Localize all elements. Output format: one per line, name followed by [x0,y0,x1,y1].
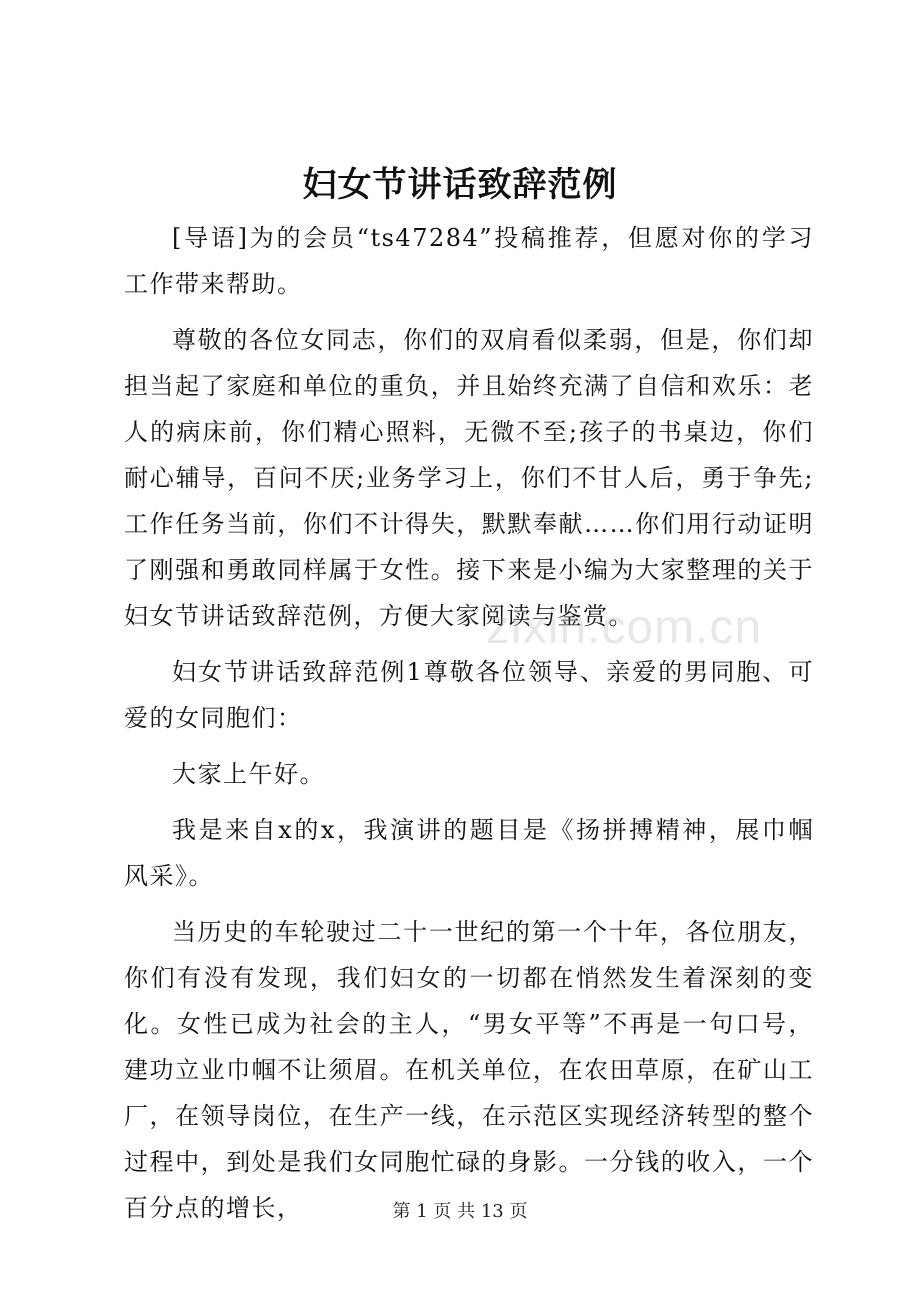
document-title: 妇女节讲话致辞范例 [302,165,618,205]
paragraph-greeting: 大家上午好。 [172,760,325,788]
paragraph-opening: 尊敬的各位女同志，你们的双肩看似柔弱，但是，你们却担当起了家庭和单位的重负，并且始终充满了自信和欢乐：老人的病床前，你们精心照料，无微不至;孩子的书桌边，你们耐心辅导，百问不厌;业务学习上，你们不甘人后，勇于争先;工作任务当前，你们不计得失，默默奉献……你们用行动证明了刚强和勇敢同样属于女性。接下来是小编为大家整理的关于妇女节讲话致辞范例，方便大家阅读与鉴赏。 [124,326,814,630]
page-footer: 第 1 页 共 13 页 [392,1201,528,1222]
paragraph-speech-topic: 我是来自x的x，我演讲的题目是《扬拼搏精神，展巾帼风采》。 [124,816,814,890]
paragraph-example-heading: 妇女节讲话致辞范例1尊敬各位领导、亲爱的男同胞、可爱的女同胞们： [124,658,814,732]
paragraph-intro: [导语]为的会员“ts47284”投稿推荐，但愿对你的学习工作带来帮助。 [124,224,814,298]
paragraph-main: 当历史的车轮驶过二十一世纪的第一个十年，各位朋友，你们有没有发现，我们妇女的一切都在悄然发生着深刻的变化。女性已成为社会的主人，“男女平等”不再是一句口号，建功立业巾帼不让须眉。在机关单位，在农田草原，在矿山工厂，在领导岗位，在生产一线，在示范区实现经济转型的整个过程中，到处是我们女同胞忙碌的身影。一分钱的收入，一个百分点的增长， [124,918,814,1222]
watermark: zixin.com.cn [486,601,763,654]
document-body [124,215,814,1241]
